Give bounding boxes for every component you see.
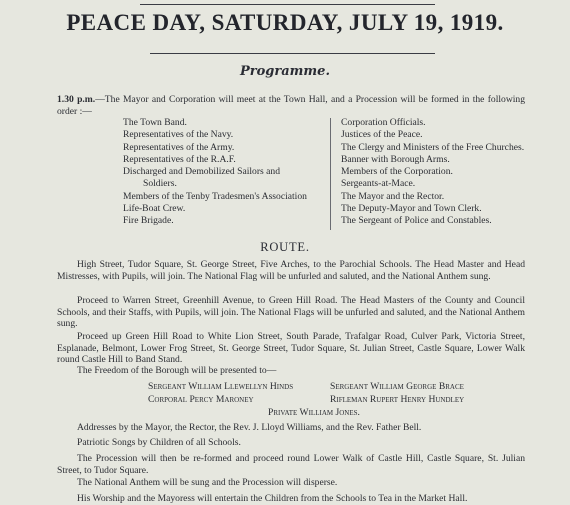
intro-paragraph [57,94,525,117]
route-paragraph-3 [57,331,525,366]
final-line [57,493,525,505]
procession-left-item: Representatives of the R.A.F. [123,153,236,165]
procession-left-item: Representatives of the Army. [123,141,235,153]
procession-right-item: Banner with Borough Arms. [341,153,450,165]
procession-right-item: The Sergeant of Police and Constables. [341,215,492,227]
intro-time: 1.30 p.m. [57,94,96,105]
procession-right-item: The Deputy-Mayor and Town Clerk. [341,203,482,215]
route-paragraph-2-text: Proceed to Warren Street, Greenhill Avenue, to Green Hill Road. The Head Masters of the County and Council Schools, and their Staffs, with Pupils, will join. The National Flags will be unfurled and saluted, and the National Anthem sung. [57,295,525,330]
route-paragraph-2 [57,295,525,330]
procession-right-item: Members of the Corporation. [341,166,453,178]
procession-left-item: Representatives of the Navy. [123,129,234,141]
reform-text: The Procession will then be re-formed and proceed round Lower Walk of Castle Hill, Castle Square, St. Julian Street, to Tudor Square. [57,453,525,476]
final-text: His Worship and the Mayoress will entertain the Children from the Schools to Tea in the Market Hall. [77,493,468,504]
songs-line [57,437,525,449]
route-paragraph-1 [57,259,525,282]
addresses-text: Addresses by the Mayor, the Rector, the Rev. J. Lloyd Williams, and the Rev. Father Bell. [77,422,422,433]
reform-paragraph [57,453,525,476]
freedom-text: The Freedom of the Borough will be presented to— [77,365,277,376]
procession-left-item: Soldiers. [143,178,177,190]
procession-right-item: Corporation Officials. [341,117,426,128]
addresses-line [57,422,525,434]
title-underline [150,53,435,54]
procession-left-item: Members of the Tenby Tradesmen's Association [123,190,307,202]
procession-left-item: The Town Band. [123,117,187,128]
route-paragraph-3-text: Proceed up Green Hill Road to White Lion Street, South Parade, Trafalgar Road, Culver Park, Victoria Street, Esplanade, Belmont, Lower Frog Street, St. George Street, Tudor Square, St. Julian Street, Castle Square, Lower Walk round Castle Hill to Band Stand. [57,331,525,366]
procession-right-item: Sergeants-at-Mace. [341,178,416,190]
page-title: PEACE DAY, SATURDAY, JULY 19, 1919. [66,10,504,35]
procession-right-item: The Mayor and the Rector. [341,190,445,202]
freedom-line [57,365,525,377]
procession-right-item: Justices of the Peace. [341,129,423,141]
procession-left-item: Fire Brigade. [123,215,174,227]
songs-text: Patriotic Songs by Children of all Schools. [77,437,241,448]
procession-left-column [123,117,307,228]
top-rule [140,4,435,5]
intro-text: —The Mayor and Corporation will meet at the Town Hall, and a Procession will be formed in the following order :— [57,94,526,117]
recipient-3: Corporal Percy Maroney [148,394,254,405]
procession-right-item: The Clergy and Ministers of the Free Churches. [341,141,525,153]
route-paragraph-1-text: High Street, Tudor Square, St. George Street, Five Arches, to the Parochial Schools. The Head Master and Head Mistresses, with Pupils, will join. The National Flag will be unfurled and saluted, and the National Anthem sung. [57,259,525,282]
anthem-text: The National Anthem will be sung and the Procession will disperse. [77,477,338,488]
recipient-5: Private William Jones. [268,407,360,418]
column-divider [330,118,331,230]
procession-left-item: Life-Boat Crew. [123,203,186,215]
recipient-4: Rifleman Rupert Henry Hundley [330,394,465,405]
anthem-line [57,477,525,489]
procession-left-item: Discharged and Demobilized Sailors and [123,166,281,178]
programme-heading: Programme. [240,64,330,79]
route-heading: ROUTE. [260,240,310,254]
recipient-2: Sergeant William George Brace [330,381,464,392]
recipient-1: Sergeant William Llewellyn Hinds [148,381,294,392]
procession-right-column [341,117,524,228]
